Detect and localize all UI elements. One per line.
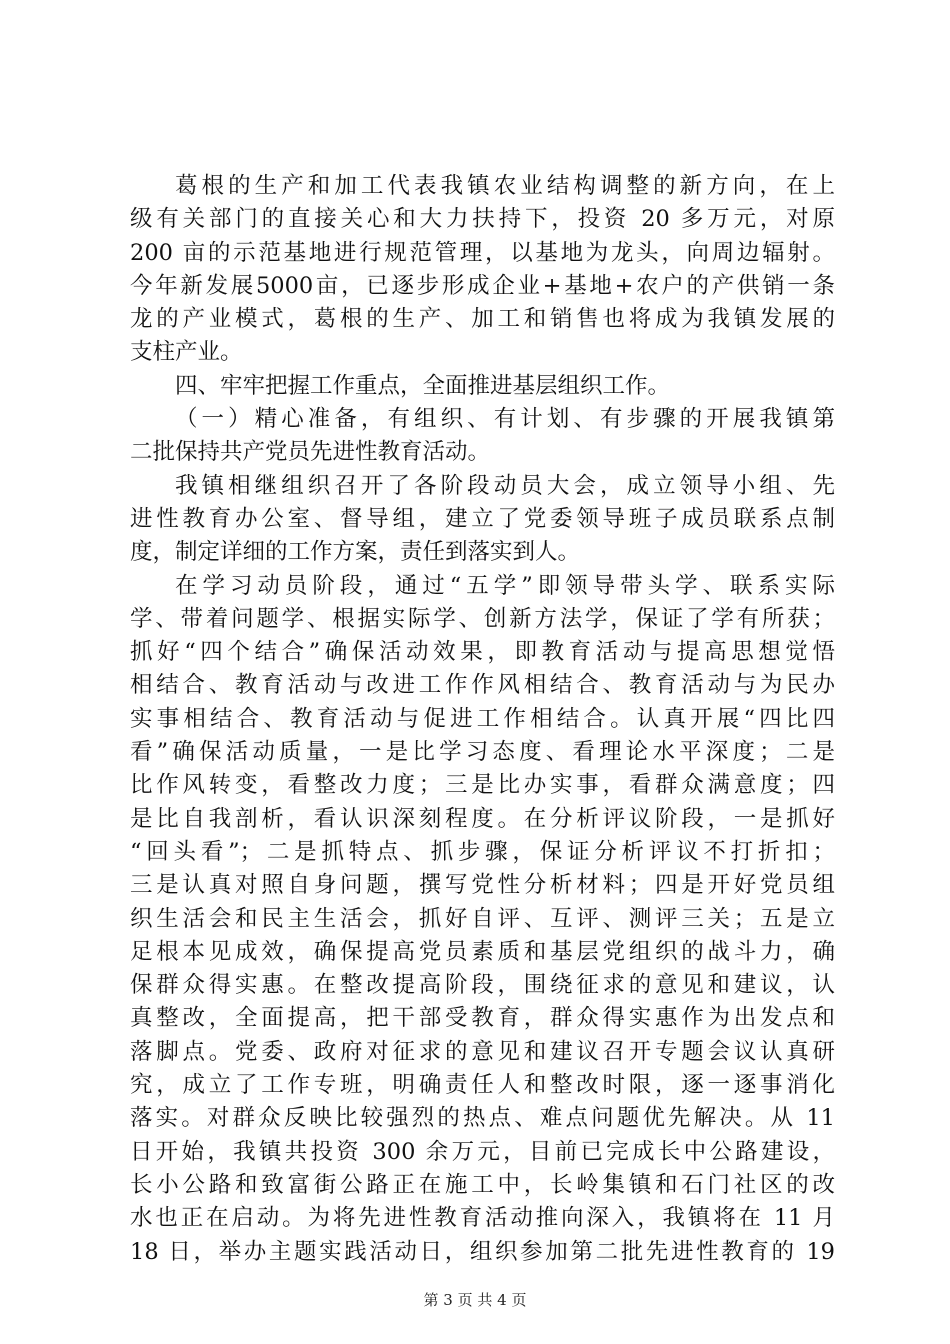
paragraph-line: 抓好“四个结合”确保活动效果，即教育活动与提高思想觉悟 xyxy=(130,639,835,666)
paragraph-line: 日开始，我镇共投资 300 余万元，目前已完成长中公路建设， xyxy=(130,1138,835,1165)
paragraph-line: 18 日，举办主题实践活动日，组织参加第二批先进性教育的 19 xyxy=(130,1238,835,1265)
paragraph-line: 龙的产业模式，葛根的生产、加工和销售也将成为我镇发展的 xyxy=(130,306,835,333)
paragraph-line: 进性教育办公室、督导组，建立了党委领导班子成员联系点制 xyxy=(130,505,835,532)
paragraph-line: 三是认真对照自身问题，撰写党性分析材料；四是开好党员组 xyxy=(130,872,835,899)
paragraph-line: 足根本见成效，确保提高党员素质和基层党组织的战斗力，确 xyxy=(130,938,835,965)
paragraph-line: 长小公路和致富街公路正在施工中，长岭集镇和石门社区的改 xyxy=(130,1171,835,1198)
paragraph-line: 究，成立了工作专班，明确责任人和整改时限，逐一逐事消化 xyxy=(130,1072,835,1099)
paragraph-line: 落脚点。党委、政府对征求的意见和建议召开专题会议认真研 xyxy=(130,1038,835,1065)
paragraph-line: 我镇相继组织召开了各阶段动员大会，成立领导小组、先 xyxy=(175,472,835,499)
paragraph-line: 支柱产业。 xyxy=(130,339,243,366)
paragraph-line: 水也正在启动。为将先进性教育活动推向深入，我镇将在 11 月 xyxy=(130,1205,835,1232)
paragraph-line: 在学习动员阶段，通过“五学”即领导带头学、联系实际 xyxy=(175,572,835,599)
paragraph-line: “回头看”；二是抓特点、抓步骤，保证分析评议不打折扣； xyxy=(130,838,835,865)
paragraph-line: 是比自我剖析，看认识深刻程度。在分析评议阶段，一是抓好 xyxy=(130,805,835,832)
paragraph-line: 看”确保活动质量，一是比学习态度、看理论水平深度；二是 xyxy=(130,739,835,766)
paragraph-line: 保群众得实惠。在整改提高阶段，围绕征求的意见和建议，认 xyxy=(130,972,835,999)
section-heading: 四、牢牢把握工作重点，全面推进基层组织工作。 xyxy=(175,372,671,399)
subsection-heading: （一）精心准备，有组织、有计划、有步骤的开展我镇第 xyxy=(175,406,835,433)
document-body xyxy=(130,170,835,1269)
paragraph-line: 学、带着问题学、根据实际学、创新方法学，保证了学有所获； xyxy=(130,605,835,632)
paragraph-line: 落实。对群众反映比较强烈的热点、难点问题优先解决。从 11 xyxy=(130,1105,835,1132)
paragraph-line: 200 亩的示范基地进行规范管理，以基地为龙头，向周边辐射。 xyxy=(130,239,835,266)
paragraph-line: 级有关部门的直接关心和大力扶持下，投资 20 多万元，对原 xyxy=(130,206,835,233)
paragraph-line: 真整改，全面提高，把干部受教育，群众得实惠作为出发点和 xyxy=(130,1005,835,1032)
paragraph-line: 葛根的生产和加工代表我镇农业结构调整的新方向，在上 xyxy=(175,173,835,199)
paragraph-line: 织生活会和民主生活会，抓好自评、互评、测评三关；五是立 xyxy=(130,905,835,932)
paragraph-line: 度，制定详细的工作方案，责任到落实到人。 xyxy=(130,539,581,566)
page-number: 第 3 页 共 4 页 xyxy=(423,1291,527,1309)
paragraph-line: 实事相结合、教育活动与促进工作相结合。认真开展“四比四 xyxy=(130,705,835,732)
paragraph-line: 今年新发展5000亩，已逐步形成企业+基地+农户的产供销一条 xyxy=(130,272,835,299)
paragraph-line: 相结合、教育活动与改进工作作风相结合、教育活动与为民办 xyxy=(130,672,835,699)
paragraph-line: 比作风转变，看整改力度；三是比办实事，看群众满意度；四 xyxy=(130,772,835,799)
subsection-heading: 二批保持共产党员先进性教育活动。 xyxy=(130,439,491,466)
